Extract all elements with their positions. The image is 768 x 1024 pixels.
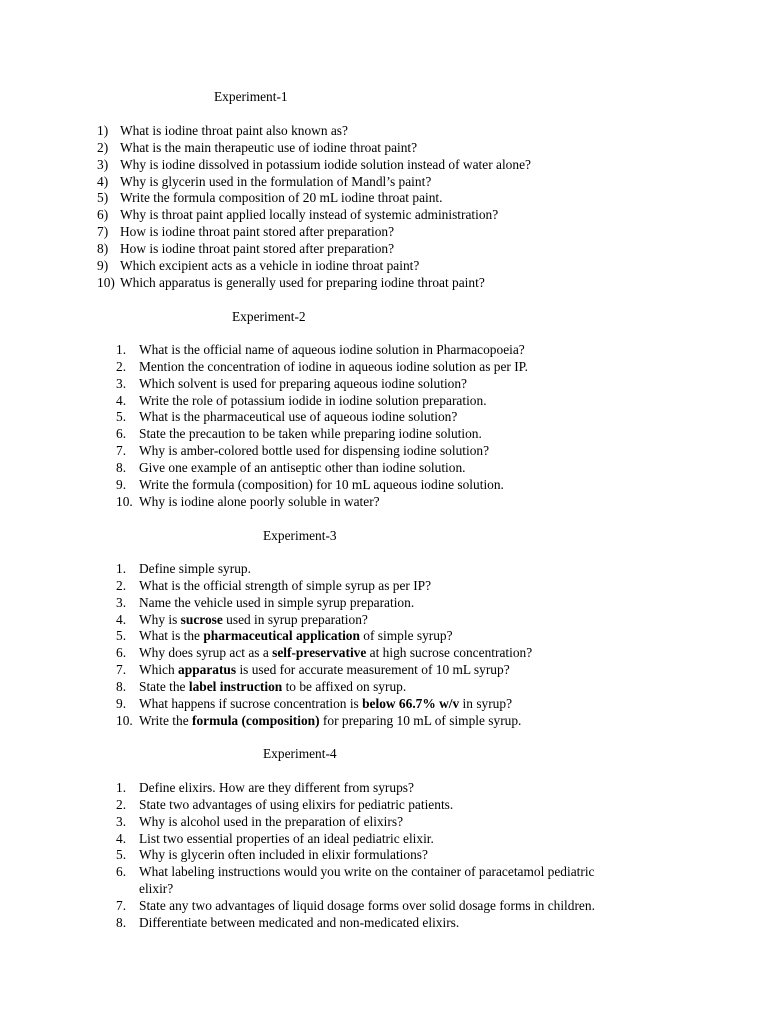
text-segment: Why does syrup act as a	[139, 645, 273, 660]
question-text	[139, 695, 512, 712]
question-text	[139, 661, 510, 678]
item-number: 10.	[116, 494, 133, 509]
question-text: What is the official name of aqueous iodine solution in Pharmacopoeia?	[139, 342, 525, 357]
item-number: 4)	[97, 174, 109, 189]
item-number: 1)	[97, 123, 109, 138]
item-number: 4.	[116, 393, 127, 408]
question-text: Which apparatus is generally used for preparing iodine throat paint?	[120, 275, 485, 290]
item-number: 6.	[116, 426, 127, 441]
item-number: 3)	[97, 157, 109, 172]
question-text: Why is iodine dissolved in potassium iodide solution instead of water alone?	[120, 157, 531, 172]
item-number: 3.	[116, 376, 127, 391]
text-segment: is used for accurate measurement of 10 mL syrup?	[236, 662, 510, 677]
text-segment: What is the official strength of simple syrup as per IP?	[139, 578, 432, 593]
text-segment: to be affixed on syrup.	[282, 679, 407, 694]
question-text: State any two advantages of liquid dosage forms over solid dosage forms in children.	[139, 898, 595, 913]
question-text: Define elixirs. How are they different from syrups?	[139, 780, 414, 795]
item-number: 10.	[116, 713, 133, 728]
item-number: 7.	[116, 443, 127, 458]
item-number: 9.	[116, 696, 127, 711]
item-number: 7.	[116, 662, 127, 677]
item-number: 3.	[116, 814, 127, 829]
question-text: How is iodine throat paint stored after preparation?	[120, 224, 395, 239]
question-text: Mention the concentration of iodine in aqueous iodine solution as per IP.	[139, 359, 528, 374]
item-number: 4.	[116, 612, 127, 627]
bold-term: sucrose	[180, 612, 223, 627]
text-segment: in syrup?	[459, 696, 513, 711]
question-text: State the precaution to be taken while preparing iodine solution.	[139, 426, 482, 441]
question-text: Why is alcohol used in the preparation of elixirs?	[139, 814, 404, 829]
question-text: What is the main therapeutic use of iodine throat paint?	[120, 140, 418, 155]
question-text: Write the formula (composition) for 10 mL aqueous iodine solution.	[139, 477, 504, 492]
item-number: 8.	[116, 915, 127, 930]
item-number: 2.	[116, 578, 127, 593]
item-number: 7)	[97, 224, 109, 239]
item-number: 8)	[97, 241, 109, 256]
bold-term: formula (composition)	[192, 713, 320, 728]
text-segment: Name the vehicle used in simple syrup preparation.	[139, 595, 415, 610]
question-text: List two essential properties of an ideal pediatric elixir.	[139, 831, 434, 846]
experiment-4-heading: Experiment-4	[263, 746, 337, 761]
question-text: What is iodine throat paint also known as?	[120, 123, 348, 138]
question-text: State two advantages of using elixirs for pediatric patients.	[139, 797, 454, 812]
bold-term: apparatus	[178, 662, 237, 677]
item-number: 9.	[116, 477, 127, 492]
text-segment: Write the	[139, 713, 192, 728]
text-segment: used in syrup preparation?	[222, 612, 368, 627]
item-number: 6)	[97, 207, 109, 222]
item-number: 10)	[97, 275, 115, 290]
text-segment: What is the	[139, 628, 204, 643]
item-number: 4.	[116, 831, 127, 846]
question-text: Why is iodine alone poorly soluble in water?	[139, 494, 380, 509]
item-number: 8.	[116, 679, 127, 694]
item-number: 2.	[116, 797, 127, 812]
bold-term: pharmaceutical application	[203, 628, 360, 643]
item-number: 2)	[97, 140, 109, 155]
experiment-2-heading: Experiment-2	[232, 309, 306, 324]
question-text	[139, 644, 532, 661]
item-number: 1.	[116, 561, 127, 576]
text-segment: Why is	[139, 612, 181, 627]
question-text	[139, 712, 521, 729]
question-text: Why is throat paint applied locally instead of systemic administration?	[120, 207, 499, 222]
item-number: 7.	[116, 898, 127, 913]
item-number: 1.	[116, 342, 127, 357]
bold-term: self-preservative	[272, 645, 367, 660]
question-text: Write the formula composition of 20 mL iodine throat paint.	[120, 190, 443, 205]
item-number: 5.	[116, 628, 127, 643]
question-text: Differentiate between medicated and non-medicated elixirs.	[139, 915, 460, 930]
text-segment: State the	[139, 679, 189, 694]
item-number: 5)	[97, 190, 109, 205]
question-text: Why is amber-colored bottle used for dispensing iodine solution?	[139, 443, 490, 458]
item-number: 8.	[116, 460, 127, 475]
question-text	[139, 577, 431, 594]
question-text: Write the role of potassium iodide in iodine solution preparation.	[139, 393, 487, 408]
question-text: What is the pharmaceutical use of aqueous iodine solution?	[139, 409, 458, 424]
text-segment: at high sucrose concentration?	[366, 645, 533, 660]
item-number: 1.	[116, 780, 127, 795]
item-number: 3.	[116, 595, 127, 610]
bold-term: label instruction	[188, 679, 283, 694]
text-segment: Define simple syrup.	[139, 561, 251, 576]
question-text	[139, 678, 406, 695]
experiment-1-heading: Experiment-1	[214, 89, 288, 104]
text-segment: What happens if sucrose concentration is	[139, 696, 363, 711]
question-text-continuation: elixir?	[139, 881, 174, 896]
question-text	[139, 594, 414, 611]
question-text	[139, 560, 251, 577]
item-number: 5.	[116, 409, 127, 424]
question-text: Which solvent is used for preparing aqueous iodine solution?	[139, 376, 467, 391]
experiment-3-heading: Experiment-3	[263, 528, 337, 543]
bold-term: below 66.7% w/v	[362, 696, 460, 711]
question-text	[139, 627, 453, 644]
item-number: 2.	[116, 359, 127, 374]
question-text: Give one example of an antiseptic other than iodine solution.	[139, 460, 466, 475]
item-number: 5.	[116, 847, 127, 862]
item-number: 6.	[116, 864, 127, 879]
question-text: What labeling instructions would you write on the container of paracetamol pediatric	[139, 864, 595, 879]
question-text: Why is glycerin used in the formulation of Mandl’s paint?	[120, 174, 432, 189]
question-text: Why is glycerin often included in elixir formulations?	[139, 847, 428, 862]
text-segment: of simple syrup?	[359, 628, 453, 643]
text-segment: Which	[139, 662, 179, 677]
question-text: How is iodine throat paint stored after preparation?	[120, 241, 395, 256]
text-segment: for preparing 10 mL of simple syrup.	[319, 713, 522, 728]
question-text	[139, 611, 368, 628]
item-number: 6.	[116, 645, 127, 660]
item-number: 9)	[97, 258, 109, 273]
question-text: Which excipient acts as a vehicle in iodine throat paint?	[120, 258, 420, 273]
